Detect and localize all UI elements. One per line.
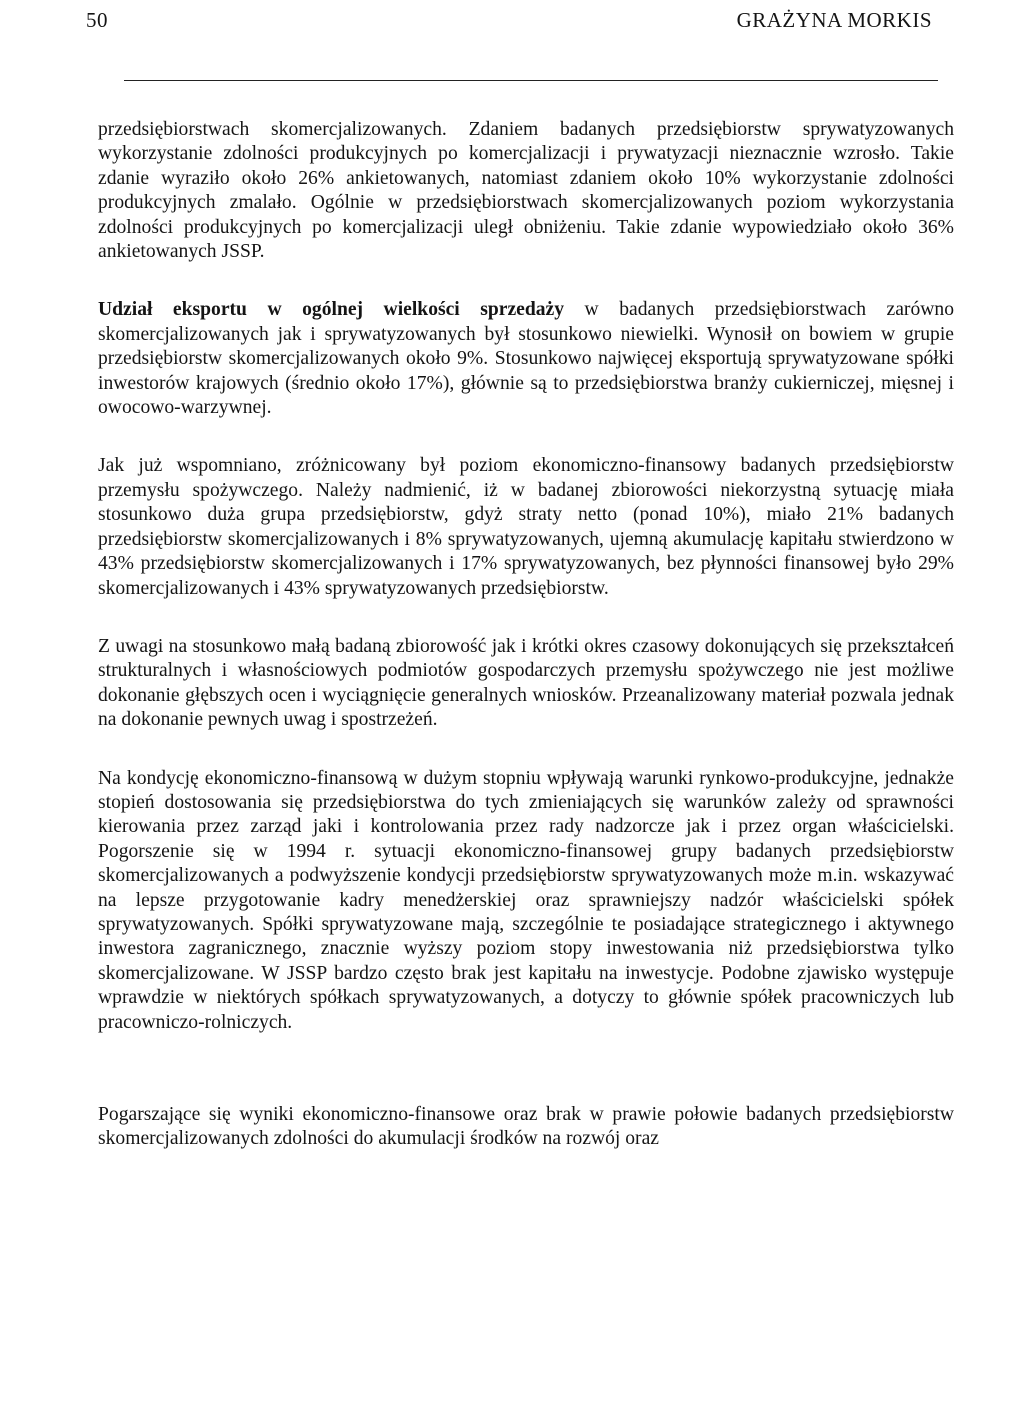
paragraph-2 [98,298,954,420]
page-body [98,118,954,1152]
running-head: GRAŻYNA MORKIS [736,8,932,32]
page-number: 50 [86,8,108,32]
paragraph-5: Na kondycję ekonomiczno-finansową w dużym stopniu wpływają warunki rynkowo-produkcyjne, jednakże stopień dostosowania się przedsiębiorstwa do tych zmieniających się warunków zależy od sprawności kierowania przez zarząd jaki i kontrolowania przez rady nadzorcze jak i przez organ właścicielski. Pogorszenie się w 1994 r. sytuacji ekonomiczno-finansowej grupy badanych przedsiębiorstw skomercjalizowanych a podwyższenie kondycji przedsiębiorstw sprywatyzowanych może m.in. wskazywać na lepsze przygotowanie kadry menedżerskiej oraz sprawniejszy nadzór właścicielski spółek sprywatyzowanych. Spółki sprywatyzowane mają, szczególnie te posiadające strategicznego i aktywnego inwestora zagranicznego, znacznie wyższy poziom stopy inwestowania niż przedsiębiorstwa tylko skomercjalizowane. W JSSP bardzo często brak jest kapitału na inwestycje. Podobne zjawisko występuje wprawdzie w niektórych spółkach sprywatyzowanych, a dotyczy to głównie spółek pracowniczych lub pracowniczo-rolniczych. [98,767,954,1033]
paragraph-2-text: w badanych przedsiębiorstwach zarówno skomercjalizowanych jak i sprywatyzowanych był stosunkowo niewielki. Wynosił on bowiem w grupie przedsiębiorstw skomercjalizowanych około 9%. Stosunkowo najwięcej eksportują sprywatyzowane spółki inwestorów krajowych (średnio około 17%), głównie są to przedsiębiorstwa branży cukierniczej, mięsnej i owocowo-warzywnej. [98,299,954,419]
header-rule [124,80,938,81]
paragraph-6: Pogarszające się wyniki ekonomiczno-finansowe oraz brak w prawie połowie badanych przedsiębiorstw skomercjalizowanych zdolności do akumulacji środków na rozwój oraz [98,1104,954,1150]
paragraph-4: Z uwagi na stosunkowo małą badaną zbiorowość jak i krótki okres czasowy dokonujących się przekształceń strukturalnych i własnościowych podmiotów gospodarczych przemysłu spożywczego nie jest możliwe dokonanie głębszych ocen i wyciągnięcie generalnych wniosków. Przeanalizowany materiał pozwala jednak na dokonanie pewnych uwag i spostrzeżeń. [98,635,954,731]
paragraph-3: Jak już wspomniano, zróżnicowany był poziom ekonomiczno-finansowy badanych przedsiębiorstw przemysłu spożywczego. Należy nadmienić, iż w badanej zbiorowości niekorzystną sytuację miała stosunkowo duża grupa przedsiębiorstw, gdyż straty netto (ponad 10%), miało 21% badanych przedsiębiorstw skomercjalizowanych i 8% sprywatyzowanych, ujemną akumulację kapitału stwierdzono w 43% przedsiębiorstw skomercjalizowanych i 17% sprywatyzowanych, bez płynności finansowej było 29% skomercjalizowanych i 43% sprywatyzowanych przedsiębiorstw. [98,455,954,599]
paragraph-1: przedsiębiorstwach skomercjalizowanych. Zdaniem badanych przedsiębiorstw sprywatyzowanych wykorzystanie zdolności produkcyjnych po komercjalizacji i prywatyzacji nieznacznie wzrosło. Takie zdanie wyraziło około 26% ankietowanych, natomiast zdaniem około 10% wykorzystanie zdolności produkcyjnych zmalało. Ogólnie w przedsiębiorstwach skomercjalizowanych poziom wykorzystania zdolności produkcyjnych po komercjalizacji uległ obniżeniu. Takie zdanie wypowiedziało około 36% ankietowanych JSSP. [98,119,954,263]
paragraph-2-bold-lead: Udział eksportu w ogólnej wielkości sprzedaży [98,299,565,321]
